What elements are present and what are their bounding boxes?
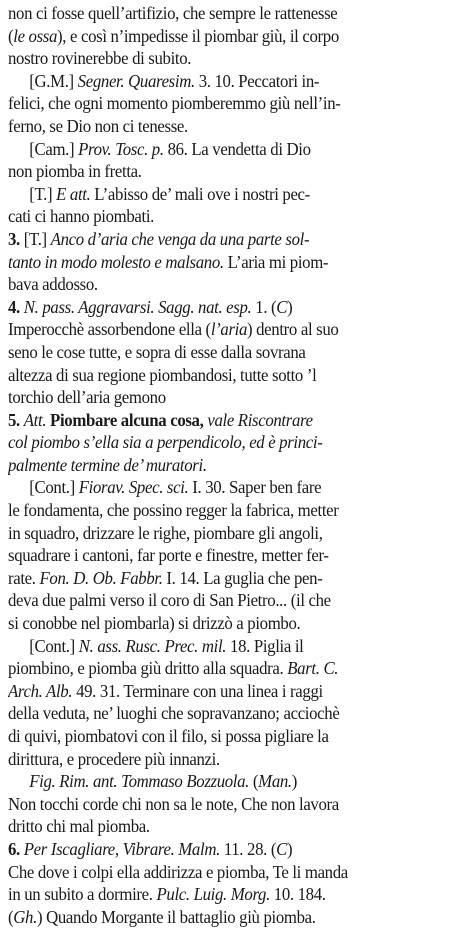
italic-text: Fiorav. Spec. sci.: [78, 477, 189, 498]
text-line: [8, 454, 449, 477]
italic-text: E att.: [56, 183, 91, 204]
text-run: [G.M.]: [29, 70, 78, 91]
text-run: (: [8, 906, 14, 927]
text-line: [8, 431, 449, 454]
text-run: seno le cose tutte, e sopra di esse dalla sovrana: [8, 341, 306, 362]
text-line: [8, 635, 449, 658]
text-line: [8, 409, 449, 432]
italic-text: Arch. Alb.: [8, 680, 73, 701]
text-run: cati ci hanno piombati.: [8, 206, 155, 227]
sense-number: 5.: [8, 409, 24, 430]
italic-text: Per Iscagliare, Vibrare. Malm.: [23, 838, 220, 859]
text-run: Non tocchi corde chi non sa le note, Che non lavora: [8, 793, 339, 814]
text-run: di quivi, piombatovi con il filo, si possa pigliare la: [8, 726, 329, 746]
text-run: ): [291, 771, 298, 792]
text-line: [8, 341, 449, 364]
text-run: I. 30. Saper ben fare: [188, 477, 322, 498]
italic-text: Prov. Tosc. p.: [78, 138, 164, 159]
italic-text: Segner. Quaresim.: [77, 70, 195, 91]
text-run: bava addosso.: [8, 274, 98, 295]
text-run: squadrare i cantoni, far porte e finestre, metter fer-: [8, 545, 329, 566]
text-run: ), e così n’impedisse il piombar giù, il corpo: [57, 25, 339, 46]
text-run: 49. 31. Terminare con una linea i raggi: [72, 680, 323, 701]
text-run: le fondamenta, che possino regger la fabrica, metter: [8, 500, 339, 521]
text-run: Imperocchè assorbendone ella (: [8, 319, 211, 340]
text-line: [8, 364, 449, 387]
text-run: deva due palmi verso il coro di San Pietro... (il che: [8, 590, 331, 611]
text-run: [T.]: [23, 228, 51, 249]
text-run: (: [8, 25, 14, 46]
text-run: 86. La vendetta di Dio: [163, 138, 311, 159]
text-run: (: [249, 771, 259, 792]
text-run: della veduta, ne’ luoghi che sopravanzano; acciochè: [8, 703, 340, 724]
text-line: [8, 183, 449, 206]
text-line: [8, 296, 449, 319]
text-line: [8, 793, 449, 816]
text-run: dirittura, e procedere più innanzi.: [8, 748, 220, 769]
text-line: [8, 47, 449, 70]
sense-number: 4.: [8, 296, 24, 317]
text-line: [8, 92, 449, 115]
text-run: 1. (: [251, 296, 277, 317]
italic-text: Anco d’aria che venga da una parte sol-: [50, 228, 310, 249]
text-line: [8, 838, 449, 861]
sense-number: 6.: [8, 838, 24, 859]
text-line: [8, 770, 449, 793]
text-line: [8, 70, 449, 93]
text-run: dritto chi mal piomba.: [8, 816, 150, 837]
text-run: nostro rovinerebbe di subito.: [8, 48, 192, 69]
text-line: [8, 815, 449, 838]
sense-number: 3.: [8, 228, 24, 249]
text-line: [8, 657, 449, 680]
italic-text: Fig. Rim. ant. Tommaso Bozzuola.: [29, 771, 250, 792]
text-line: [8, 476, 449, 499]
text-run: si conobbe nel piombarla) si drizzò a piombo.: [8, 613, 301, 634]
text-run: 11. 28. (: [219, 838, 277, 859]
text-line: [8, 680, 449, 703]
italic-text: N. ass. Rusc. Prec. mil.: [78, 635, 227, 656]
text-line: [8, 567, 449, 590]
text-line: [8, 25, 449, 48]
text-run: ): [287, 296, 293, 317]
text-line: [8, 906, 449, 928]
text-run: felici, che ogni momento piomberemmo giù nell’in-: [8, 93, 341, 114]
italic-text: l’aria: [210, 319, 248, 340]
text-run: L’aria mi piom-: [223, 251, 329, 272]
italic-text: C: [276, 838, 287, 859]
italic-text: Gh.: [13, 906, 37, 927]
text-line: [8, 861, 449, 884]
text-line: [8, 883, 449, 906]
text-run: [Cont.]: [29, 635, 79, 656]
text-run: in squadro, drizzare le righe, piombare gli angoli,: [8, 522, 323, 543]
text-line: [8, 522, 449, 545]
text-run: 18. Piglia il: [226, 635, 304, 656]
text-line: [8, 386, 449, 409]
text-line: [8, 318, 449, 341]
italic-text: Man.: [258, 771, 292, 792]
text-line: [8, 138, 449, 161]
italic-text: vale Riscontrare: [203, 409, 313, 430]
text-line: [8, 228, 449, 251]
bold-text: Piombare alcuna cosa,: [50, 409, 204, 430]
italic-text: col piombo s’ella sia a perpendicolo, ed è princi-: [8, 432, 323, 453]
text-run: 3. 10. Peccatori in-: [194, 70, 320, 91]
italic-text: C: [276, 296, 288, 317]
text-line: [8, 251, 449, 274]
italic-text: palmente termine de’ muratori.: [8, 454, 207, 475]
text-run: 10. 184.: [269, 884, 326, 905]
text-run: piombino, e piomba giù dritto alla squadra.: [8, 658, 288, 679]
italic-text: N. pass. Aggravarsi. Sagg. nat. esp.: [23, 296, 252, 317]
text-line: [8, 273, 449, 296]
text-run: ferno, se Dio non ci tenesse.: [8, 115, 188, 136]
text-run: non ci fosse quell’artifizio, che sempre le rattenesse: [8, 3, 338, 23]
text-line: [8, 115, 449, 138]
text-line: [8, 702, 449, 725]
text-run: altezza di sua regione piombandosi, tutte sotto ’l: [8, 364, 317, 385]
text-line: [8, 160, 449, 183]
text-run: ): [286, 838, 293, 859]
text-run: rate.: [8, 567, 40, 588]
text-line: [8, 725, 449, 748]
text-line: [8, 499, 449, 522]
text-run: L’abisso de’ mali ove i nostri pec-: [90, 183, 310, 204]
text-run: Che dove i colpi ella addirizza e piomba, Te li manda: [8, 861, 348, 882]
italic-text: Bart. C.: [287, 658, 339, 679]
text-run: torchio dell’aria gemono: [8, 387, 166, 408]
text-run: in un subito a dormire.: [8, 884, 157, 905]
text-line: [8, 544, 449, 567]
text-line: [8, 589, 449, 612]
text-run: ) dentro al suo: [247, 319, 339, 340]
italic-text: Att.: [23, 409, 51, 430]
italic-text: tanto in modo molesto e malsano.: [8, 251, 224, 272]
italic-text: Pulc. Luig. Morg.: [156, 884, 270, 905]
italic-text: le ossa: [13, 25, 58, 46]
text-line: [8, 612, 449, 635]
text-run: [Cont.]: [29, 477, 79, 498]
text-line: [8, 205, 449, 228]
text-run: [Cam.]: [29, 138, 79, 159]
text-line: [8, 2, 449, 25]
text-run: non piomba in fretta.: [8, 161, 142, 182]
text-run: I. 14. La guglia che pen-: [162, 567, 323, 588]
text-run: ) Quando Morgante il battaglio giù piomba.: [36, 906, 316, 927]
italic-text: Fon. D. Ob. Fabbr.: [39, 567, 163, 588]
text-line: [8, 748, 449, 771]
text-run: [T.]: [29, 183, 57, 204]
